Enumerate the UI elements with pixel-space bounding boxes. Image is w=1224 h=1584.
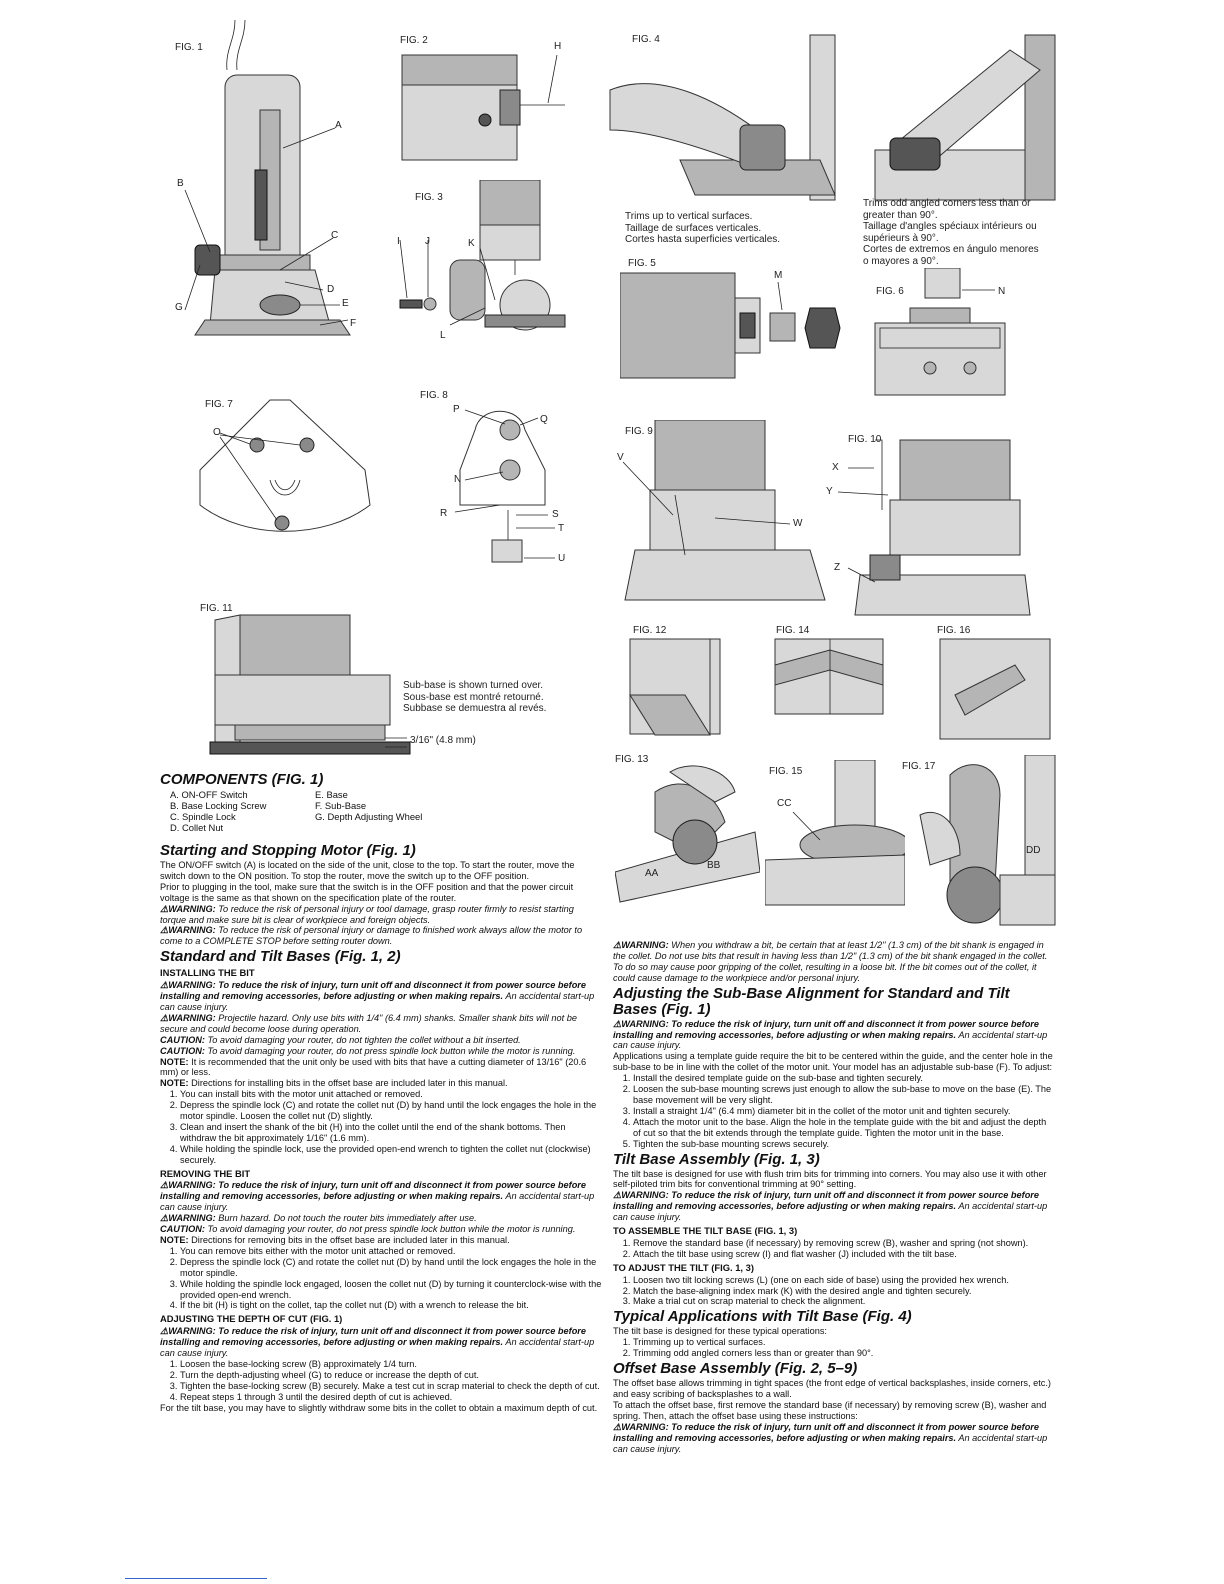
scribing-wall-illustration (900, 755, 1060, 930)
assemble-steps (613, 1238, 1055, 1260)
callout-l: L (440, 330, 446, 341)
callout-b: B (177, 178, 184, 189)
figure-label: FIG. 10 (848, 434, 882, 445)
callout-d: D (327, 284, 335, 295)
callout-n: N (998, 286, 1006, 297)
fig4-caption-left: Trims up to vertical surfaces. Taillage de surfaces verticales. Cortes hasta superficies verticales. (625, 211, 781, 245)
adjust-steps (613, 1275, 1055, 1308)
sub-base-illustration (195, 395, 385, 545)
fig11-caption: Sub-base is shown turned over. Sous-base est montré retourné. Subbase se demuestra al revés. (403, 680, 547, 714)
tilt-base-heading: Tilt Base Assembly (Fig. 1, 3) (613, 1150, 820, 1168)
figure-4 (600, 30, 1060, 270)
figure-label: FIG. 2 (400, 35, 428, 46)
components-heading: COMPONENTS (FIG. 1) (160, 771, 324, 788)
callout-v: V (617, 452, 624, 463)
subheading: TO ADJUST THE TILT (FIG. 1, 3) (613, 1261, 754, 1273)
component-item: E. Base (315, 789, 348, 800)
figure-label: FIG. 15 (769, 766, 803, 777)
warning: ⚠WARNING: To reduce the risk of injury, turn unit off and disconnect it from power source before installing and removing accessories, before adjusting or when making repairs. An accidental start-up can cause injury. (613, 1018, 1048, 1051)
paragraph: The ON/OFF switch (A) is located on the side of the unit, close to the top. To start the router, move the switch down to the ON position. To stop the router, move the switch up to the OFF position. (160, 860, 575, 881)
figure-14 (770, 625, 890, 745)
fig4-caption-right: Trims odd angled corners less than or greater than 90°. Taillage d'angles spéciaux intérieurs ou supérieurs à 90°. Cortes de extremos en ángulo menores o mayores a 90°. (863, 198, 1039, 267)
fig11-dimension: 3/16" (4.8 mm) (410, 735, 476, 746)
callout-t: T (558, 523, 565, 534)
note: NOTE: Directions for removing bits in the offset base are included later in this manual. (160, 1235, 510, 1245)
list-item: 3. Clean and insert the shank of the bit (H) into the collet until the end of the shank bottoms. Then withdraw the bit approximately 1/16" (1.6 mm). (180, 1122, 602, 1144)
component-item (315, 822, 465, 833)
caution: CAUTION: To avoid damaging your router, do not press spindle lock button while the motor is running. (160, 1045, 576, 1056)
callout-h: H (554, 41, 562, 52)
warning: ⚠WARNING: When you withdraw a bit, be certain that at least 1/2" (1.3 cm) of the bit shank is engaged in the collet. Do not use bits that result in having less than 1/2" (1.3 cm) of the bit shank engaged in the collet. To do so may cause poor gripping of the collet, resulting in a loose bit. If the bit comes out of the collet, it could cause damage to the workpiece and/or personal injury. (613, 940, 1048, 983)
warning: ⚠WARNING: To reduce the risk of injury, turn unit off and disconnect it from power source before installing and removing accessories, before adjusting or when making repairs. An accidental start-up can cause injury. (613, 1190, 1048, 1223)
figure-12 (625, 625, 735, 745)
offset-base-heading: Offset Base Assembly (Fig. 2, 5–9) (613, 1360, 858, 1378)
note: NOTE: It is recommended that the unit only be used with bits that have a cutting diameter of 13/16" (20.6 mm) or less. (160, 1056, 587, 1078)
figure-label: FIG. 7 (205, 399, 233, 410)
figure-label: FIG. 6 (876, 286, 904, 297)
callout-i: I (397, 236, 400, 247)
component-item: B. Base Locking Screw (170, 800, 267, 811)
list-item: 3. While holding the spindle lock engaged, loosen the collet nut (D) by turning it counterclock-wise with the provided open-end wrench. (180, 1279, 602, 1301)
list-item: 1. You can remove bits either with the motor unit attached or removed. (180, 1246, 602, 1257)
callout-j: J (425, 236, 430, 247)
figure-label: FIG. 13 (615, 754, 649, 765)
callout-y: Y (826, 486, 833, 497)
figure-16 (935, 625, 1055, 745)
typical-applications-heading: Typical Applications with Tilt Base (Fig. 4) (613, 1308, 912, 1326)
callout-cc: CC (777, 798, 792, 809)
list-item: 2. Loosen the sub-base mounting screws just enough to allow the sub-base to move on the base (E). The base movement will be very slight. (633, 1084, 1055, 1106)
list-item: 4. While holding the spindle lock, use the provided open-end wrench to tighten the collet nut (clockwise) securely. (180, 1144, 602, 1166)
offset-base-collet-illustration (620, 258, 845, 383)
list-item: 3. Make a trial cut on scrap material to check the alignment. (633, 1296, 1055, 1307)
figure-10 (826, 430, 1035, 620)
subheading: TO ASSEMBLE THE TILT BASE (FIG. 1, 3) (613, 1225, 798, 1237)
list-item: 2. Depress the spindle lock (C) and rotate the collet nut (D) by hand until the lock engages the hole in the motor spindle. Loosen the collet nut (D) slightly. (180, 1100, 602, 1122)
figure-label: FIG. 17 (902, 761, 936, 772)
list-item: 2. Attach the tilt base using screw (I) and flat washer (J) included with the tilt base. (633, 1249, 1055, 1260)
component-item: C. Spindle Lock (170, 811, 236, 822)
offset-base-mounted-illustration (615, 420, 830, 610)
figure-3 (395, 180, 575, 345)
paragraph: Applications using a template guide require the bit to be centered within the guide, and the center hole in the sub-base to be in line with the collet of the motor unit. Your model has an adjustable sub-base (F). To adjust: (613, 1051, 1053, 1073)
offset-base-exploded-illustration (420, 390, 580, 570)
warning: ⚠WARNING: To reduce the risk of injury, turn unit off and disconnect it from power source before installing and removing accessories, before adjusting or when making repairs. An accidental start-up can cause injury. (160, 1180, 595, 1213)
callout-w: W (793, 518, 803, 529)
list-item: 1. You can install bits with the motor unit attached or removed. (180, 1089, 602, 1100)
components-list (160, 789, 602, 833)
footer-rule (125, 1578, 267, 1579)
callout-p: P (453, 404, 460, 415)
callout-aa: AA (645, 868, 659, 879)
note: NOTE: Directions for installing bits in the offset base are included later in this manual. (160, 1078, 508, 1089)
callout-r: R (440, 508, 448, 519)
figure-8 (420, 390, 580, 570)
tilt-base-application-illustration (600, 30, 1060, 205)
warning: ⚠WARNING: To reduce the risk of injury, turn unit off and disconnect it from power source before installing and removing accessories, before adjusting or when making repairs. An accidental start-up can cause injury. (613, 1421, 1048, 1454)
trimming-backsplash-illustration (615, 752, 760, 907)
tilt-base-illustration (395, 180, 575, 345)
figure-label: FIG. 16 (937, 625, 971, 636)
figure-17 (900, 755, 1060, 930)
figure-label: FIG. 12 (633, 625, 667, 636)
paragraph: Prior to plugging in the tool, make sure that the switch is in the OFF position and that the power circuit voltage is the same as that shown on the specification plate of the router. (160, 881, 574, 903)
component-item: G. Depth Adjusting Wheel (315, 811, 423, 822)
paragraph: The tilt base is designed for these typical operations: (613, 1326, 827, 1337)
scribe-illustration (935, 625, 1055, 745)
start-stop-heading: Starting and Stopping Motor (Fig. 1) (160, 842, 416, 859)
left-column (160, 770, 602, 1414)
figure-9 (615, 420, 830, 610)
list-item: 5. Tighten the sub-base mounting screws securely. (633, 1139, 1055, 1150)
warning: ⚠WARNING: Projectile hazard. Only use bits with 1/4" (6.4 mm) shanks. Smaller shank bits will not be secure and could become loose during operation. (160, 1012, 577, 1034)
callout-g: G (175, 302, 183, 313)
callout-u: U (558, 553, 566, 564)
list-item: 2. Turn the depth-adjusting wheel (G) to reduce or increase the depth of cut. (180, 1370, 602, 1381)
alignment-heading: Adjusting the Sub-Base Alignment for Standard and Tilt Bases (Fig. 1) (613, 984, 1010, 1018)
warning: ⚠WARNING: To reduce the risk of personal injury or tool damage, grasp router firmly to resist starting torque and make sure bit is clear of workpiece and foreign objects. (160, 903, 574, 925)
remove-steps (160, 1246, 602, 1311)
list-item: 2. Trimming odd angled corners less than or greater than 90°. (633, 1348, 1055, 1359)
figure-6 (870, 268, 1060, 396)
subheading: INSTALLING THE BIT (160, 967, 255, 979)
figure-11 (195, 600, 575, 765)
figure-label: FIG. 8 (420, 390, 448, 401)
figure-label: FIG. 11 (200, 603, 233, 614)
list-item: 1. Remove the standard base (if necessary) by removing screw (B), washer and spring (not shown). (633, 1238, 1055, 1249)
figure-label: FIG. 5 (628, 258, 656, 269)
warning: ⚠WARNING: To reduce the risk of injury, turn unit off and disconnect it from power source before installing and removing accessories, before adjusting or when making repairs. An accidental start-up can cause injury. (160, 1326, 595, 1359)
depth-steps (160, 1359, 602, 1403)
bases-heading: Standard and Tilt Bases (Fig. 1, 2) (160, 948, 401, 966)
list-item: 1. Loosen the base-locking screw (B) approximately 1/4 turn. (180, 1359, 602, 1370)
callout-bb: BB (707, 860, 721, 871)
right-column (613, 940, 1055, 1454)
figure-13 (615, 752, 760, 907)
subheading: REMOVING THE BIT (160, 1167, 251, 1179)
callout-n: N (454, 474, 462, 485)
list-item: 4. Repeat steps 1 through 3 until the desired depth of cut is achieved. (180, 1392, 602, 1403)
list-item: 2. Depress the spindle lock (C) and rotate the collet nut (D) by hand until the lock engages the hole in the motor spindle. (180, 1257, 602, 1279)
figure-label: FIG. 3 (415, 192, 443, 203)
callout-f: F (350, 318, 357, 329)
warning: ⚠WARNING: To reduce the risk of injury, turn unit off and disconnect it from power source before installing and removing accessories, before adjusting or when making repairs. An accidental start-up can cause injury. (160, 980, 595, 1012)
figure-7 (195, 395, 385, 545)
figure-1 (165, 20, 380, 340)
figure-5 (620, 258, 845, 383)
callout-a: A (335, 120, 342, 131)
figure-2 (400, 35, 570, 165)
paragraph: The tilt base is designed for use with flush trim bits for trimming into corners. You may also use it with other self-piloted trim bits for conventional trimming at 90° setting. (613, 1168, 1047, 1190)
warning: ⚠WARNING: Burn hazard. Do not touch the router bits immediately after use. (160, 1213, 477, 1224)
callout-c: C (331, 230, 339, 241)
list-item: 3. Install a straight 1/4" (6.4 mm) diameter bit in the collet of the motor unit and tighten securely. (633, 1106, 1055, 1117)
install-steps (160, 1089, 602, 1165)
figure-label: FIG. 14 (776, 625, 810, 636)
paragraph: The offset base allows trimming in tight spaces (the front edge of vertical backsplashes, inside corners, etc.) and easy scribing of backsplashes to a wall. (613, 1378, 1051, 1399)
caution: CAUTION: To avoid damaging your router, do not tighten the collet without a bit inserted. (160, 1034, 521, 1045)
paragraph: To attach the offset base, first remove the standard base (if necessary) by removing screw (B), washer and spring. Then, attach the offset base using these instructions: (613, 1399, 1047, 1421)
list-item: 4. Attach the motor unit to the base. Align the hole in the template guide with the bit and adjust the depth of cut so that the bit extends through the template guide. Tighten the motor unit in the base. (633, 1117, 1055, 1139)
backsplash-illustration (625, 625, 735, 745)
subheading: ADJUSTING THE DEPTH OF CUT (FIG. 1) (160, 1313, 343, 1325)
component-item: D. Collet Nut (170, 822, 224, 833)
callout-q: Q (540, 414, 548, 425)
caution: CAUTION: To avoid damaging your router, do not press spindle lock button while the motor is running. (160, 1224, 576, 1235)
callout-e: E (342, 298, 349, 309)
list-item: 1. Loosen two tilt locking screws (L) (one on each side of base) using the provided hex wrench. (633, 1275, 1055, 1286)
trimming-countertop-illustration (765, 760, 905, 910)
callout-o: O (213, 427, 221, 438)
callout-k: K (468, 238, 475, 249)
component-item: A. ON-OFF Switch (170, 789, 248, 800)
list-item: 1. Trimming up to vertical surfaces. (633, 1337, 1055, 1348)
callout-s: S (552, 509, 559, 520)
typical-steps (613, 1337, 1055, 1359)
callout-m: M (774, 270, 783, 281)
inside-corner-illustration (770, 625, 890, 745)
router-illustration (165, 20, 380, 340)
figure-label: FIG. 9 (625, 426, 653, 437)
paragraph: For the tilt base, you may have to slightly withdraw some bits in the collet to obtain a maximum depth of cut. (160, 1402, 598, 1413)
callout-dd: DD (1026, 845, 1041, 856)
list-item: 3. Tighten the base-locking screw (B) securely. Make a test cut in scrap material to check the depth of cut. (180, 1381, 602, 1392)
warning: ⚠WARNING: To reduce the risk of personal injury or damage to finished work always allow the motor to come to a COMPLETE STOP before setting router down. (160, 925, 583, 947)
figure-15 (765, 760, 905, 910)
list-item: 4. If the bit (H) is tight on the collet, tap the collet nut (D) with a wrench to release the bit. (180, 1300, 602, 1311)
figure-label: FIG. 4 (632, 34, 660, 45)
component-item: F. Sub-Base (315, 800, 367, 811)
callout-x: X (832, 462, 839, 473)
offset-base-alignment-illustration (830, 430, 1035, 620)
callout-z: Z (834, 562, 841, 573)
list-item: 2. Match the base-aligning index mark (K) with the desired angle and tighten securely. (633, 1286, 1055, 1297)
figure-label: FIG. 1 (175, 42, 203, 53)
collet-illustration (400, 35, 570, 165)
alignment-steps (613, 1073, 1055, 1149)
list-item: 1. Install the desired template guide on the sub-base and tighten securely. (633, 1073, 1055, 1084)
